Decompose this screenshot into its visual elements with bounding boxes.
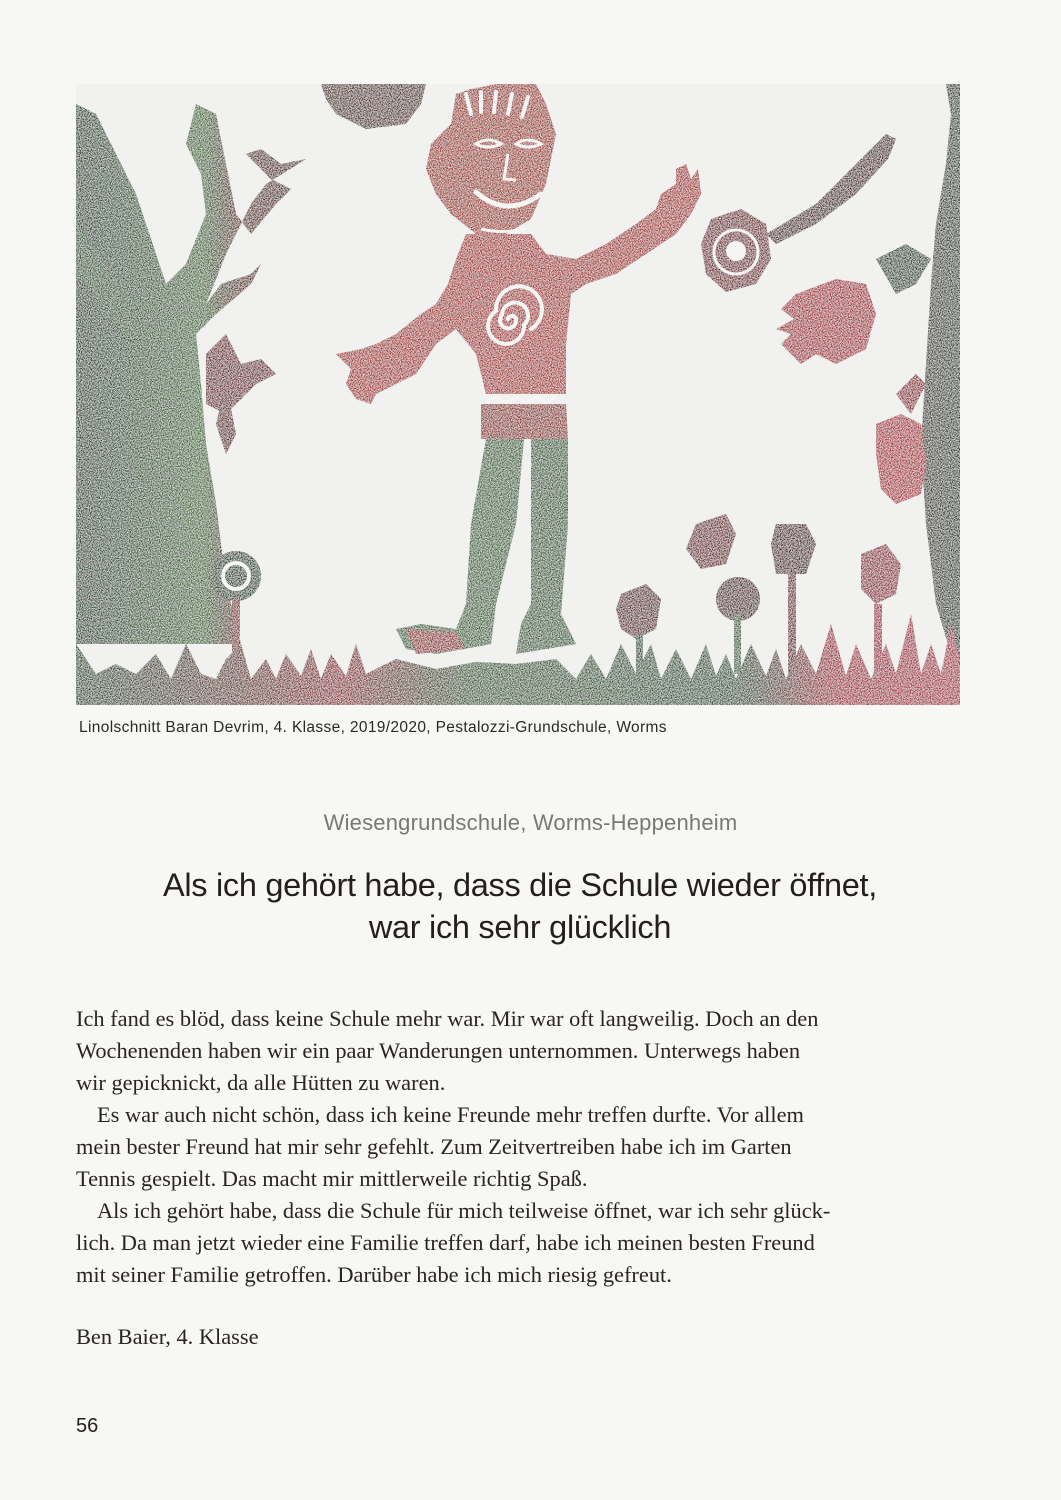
- author-signature: Ben Baier, 4. Klasse: [76, 1324, 259, 1349]
- figure-leg-right: [516, 439, 576, 654]
- body-line: Als ich gehört habe, dass die Schule für mich teilweise öffnet, war ich sehr glück-: [97, 1198, 831, 1223]
- linocut-illustration: [76, 84, 960, 705]
- artwork-caption: Linolschnitt Baran Devrim, 4. Klasse, 2019/2020, Pestalozzi-Grundschule, Worms: [79, 719, 667, 736]
- body-line: Tennis gespielt. Das macht mir mittlerweile richtig Spaß.: [76, 1166, 588, 1191]
- body-line: Ich fand es blöd, dass keine Schule mehr war. Mir war oft langweilig. Doch an den: [76, 1006, 819, 1031]
- body-line: mein bester Freund hat mir sehr gefehlt. Zum Zeitvertreiben habe ich im Garten: [76, 1134, 792, 1159]
- body-line: Es war auch nicht schön, dass ich keine Freunde mehr treffen durfte. Vor allem: [97, 1102, 804, 1127]
- article-headline: [40, 864, 1000, 948]
- body-line: lich. Da man jetzt wieder eine Familie treffen darf, habe ich meinen besten Freund: [76, 1230, 815, 1255]
- linocut-artwork: [76, 84, 960, 705]
- headline-line-2: war ich sehr glücklich: [368, 909, 672, 945]
- body-line: wir gepicknickt, da alle Hütten zu waren.: [76, 1070, 446, 1095]
- figure-head: [426, 84, 556, 234]
- body-line: Wochenenden haben wir ein paar Wanderungen unternommen. Unterwegs haben: [76, 1038, 801, 1063]
- school-name: Wiesengrundschule, Worms-Heppenheim: [323, 810, 738, 835]
- headline-line-1: Als ich gehört habe, dass die Schule wieder öffnet,: [163, 867, 877, 903]
- page-number: 56: [76, 1415, 99, 1437]
- article-body: [76, 1003, 976, 1291]
- body-line: mit seiner Familie getroffen. Darüber habe ich mich riesig gefreut.: [76, 1262, 672, 1287]
- figure-leg-left: [396, 439, 524, 654]
